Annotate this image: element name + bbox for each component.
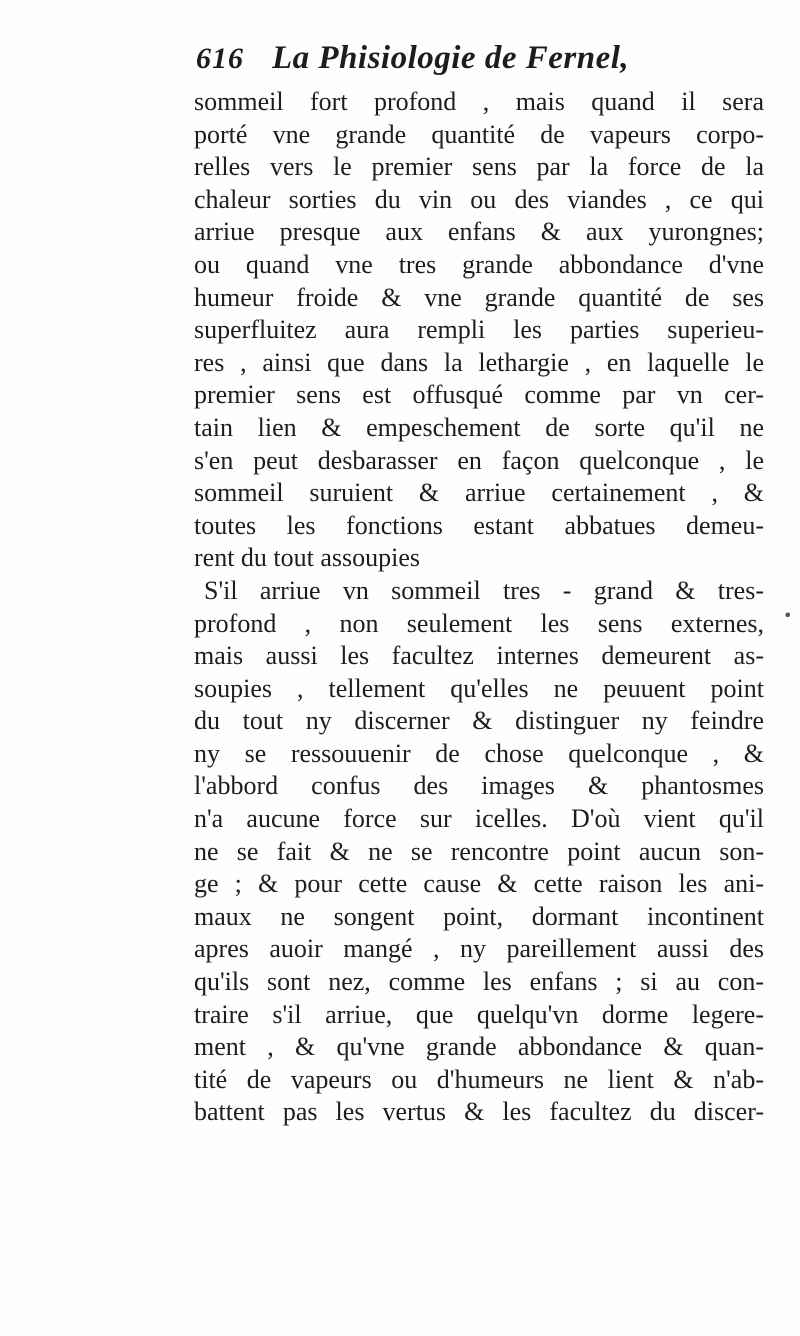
text-line: l'abbord confus des images & phantosmes bbox=[194, 771, 764, 801]
running-title: La Phisiologie de Fernel, bbox=[272, 40, 630, 76]
text-line: S'il arriue vn sommeil tres - grand & tres- bbox=[204, 575, 764, 605]
text-line: ne se fait & ne se rencontre point aucun son- bbox=[194, 836, 764, 866]
text-line: ny se ressouuenir de chose quelconque , & bbox=[194, 738, 764, 768]
body-text bbox=[194, 86, 764, 1129]
text-line: soupies , tellement qu'elles ne peuuent point bbox=[194, 673, 764, 703]
text-line: chaleur sorties du vin ou des viandes , ce qui bbox=[194, 184, 764, 214]
text-line: n'a aucune force sur icelles. D'où vient qu'il bbox=[194, 804, 764, 834]
text-line: rent du tout assoupies bbox=[194, 543, 421, 573]
text-line: qu'ils sont nez, comme les enfans ; si au con- bbox=[194, 967, 764, 997]
text-line: res , ainsi que dans la lethargie , en laquelle le bbox=[194, 347, 764, 377]
text-line: relles vers le premier sens par la force de la bbox=[194, 152, 764, 182]
text-line: tain lien & empeschement de sorte qu'il ne bbox=[194, 412, 764, 442]
text-line: apres auoir mangé , ny pareillement aussi des bbox=[194, 934, 764, 964]
text-line: du tout ny discerner & distinguer ny feindre bbox=[194, 706, 764, 736]
page-number: 616 bbox=[196, 42, 244, 75]
text-line: porté vne grande quantité de vapeurs corpo- bbox=[194, 119, 764, 149]
text-line: humeur froide & vne grande quantité de ses bbox=[194, 282, 764, 312]
text-line: sommeil suruient & arriue certainement , & bbox=[194, 478, 764, 508]
text-line: battent pas les vertus & les facultez du discer- bbox=[194, 1097, 764, 1127]
page-header bbox=[196, 40, 756, 86]
text-line: tité de vapeurs ou d'humeurs ne lient & n'ab- bbox=[194, 1064, 764, 1094]
text-line: arriue presque aux enfans & aux yurongnes; bbox=[194, 217, 764, 247]
text-line: profond , non seulement les sens externes, bbox=[194, 608, 764, 638]
text-line: s'en peut desbarasser en façon quelconque , le bbox=[194, 445, 764, 475]
text-line: mais aussi les facultez internes demeurent as- bbox=[194, 641, 764, 671]
text-line: ge ; & pour cette cause & cette raison les ani- bbox=[194, 869, 764, 899]
text-line: maux ne songent point, dormant incontinent bbox=[194, 901, 764, 931]
text-line: premier sens est offusqué comme par vn cer- bbox=[194, 380, 764, 410]
text-line: toutes les fonctions estant abbatues demeu- bbox=[194, 510, 764, 540]
text-line: superfluitez aura rempli les parties superieu- bbox=[194, 315, 764, 345]
margin-ink-dot: • bbox=[783, 606, 793, 625]
text-line: ou quand vne tres grande abbondance d'vne bbox=[194, 249, 764, 279]
text-line: sommeil fort profond , mais quand il sera bbox=[194, 87, 764, 116]
text-line: ment , & qu'vne grande abbondance & quan- bbox=[194, 1032, 764, 1062]
text-line: traire s'il arriue, que quelqu'vn dorme legere- bbox=[194, 999, 764, 1029]
